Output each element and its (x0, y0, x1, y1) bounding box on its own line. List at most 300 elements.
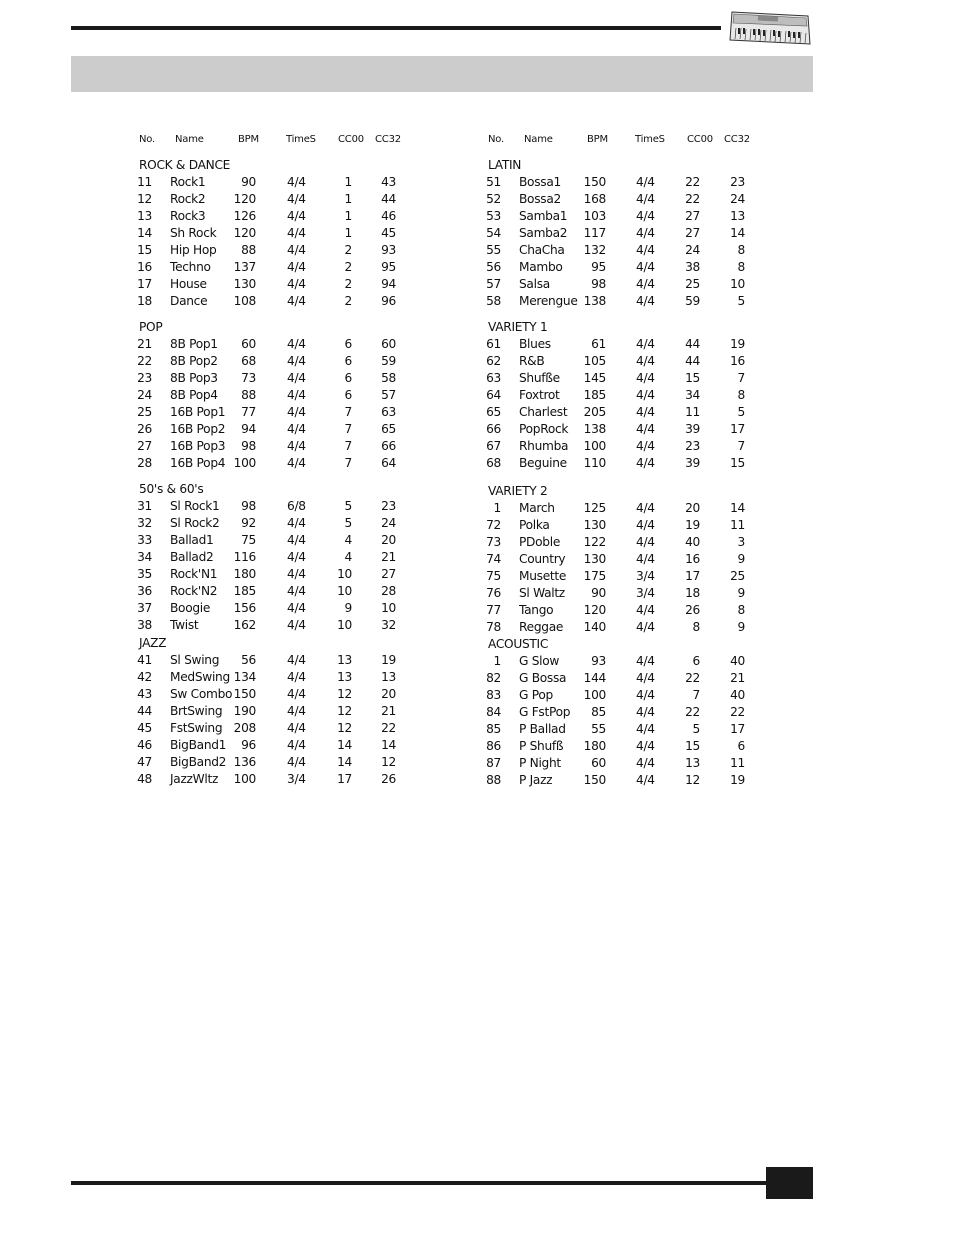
style-time-signature: 4/4 (287, 653, 306, 667)
style-cc00: 13 (337, 653, 352, 667)
style-cc00: 22 (685, 705, 700, 719)
style-time-signature: 4/4 (636, 294, 655, 308)
style-cc00: 44 (685, 354, 700, 368)
style-name: G Bossa (519, 671, 567, 685)
style-number: 55 (486, 243, 501, 257)
style-number: 63 (486, 371, 501, 385)
style-name: Bossa1 (519, 175, 561, 189)
style-number: 13 (137, 209, 152, 223)
style-cc32: 94 (381, 277, 396, 291)
style-cc00: 6 (344, 388, 352, 402)
style-cc00: 20 (685, 501, 700, 515)
column-header: Name (175, 134, 204, 145)
style-bpm: 117 (583, 226, 606, 240)
category-title: JAZZ (139, 636, 167, 650)
style-bpm: 92 (241, 516, 256, 530)
style-name: Shufße (519, 371, 560, 385)
style-cc00: 4 (344, 550, 352, 564)
style-number: 16 (137, 260, 152, 274)
style-cc00: 19 (685, 518, 700, 532)
style-cc32: 9 (737, 586, 745, 600)
style-number: 74 (486, 552, 501, 566)
category-title: LATIN (488, 158, 522, 172)
style-cc00: 59 (685, 294, 700, 308)
style-name: FstSwing (170, 721, 223, 735)
style-name: Rhumba (519, 439, 569, 453)
style-cc00: 27 (685, 226, 700, 240)
style-time-signature: 6/8 (287, 499, 306, 513)
style-cc32: 25 (730, 569, 745, 583)
style-cc00: 12 (337, 687, 352, 701)
style-time-signature: 4/4 (287, 422, 306, 436)
style-number: 73 (486, 535, 501, 549)
style-time-signature: 4/4 (636, 192, 655, 206)
style-cc32: 8 (737, 603, 745, 617)
style-name: PopRock (519, 422, 569, 436)
style-name: 16B Pop4 (170, 456, 226, 470)
column-header: BPM (587, 134, 608, 145)
style-name: Blues (519, 337, 551, 351)
style-time-signature: 4/4 (287, 354, 306, 368)
style-bpm: 138 (583, 422, 606, 436)
style-cc00: 1 (344, 175, 352, 189)
style-name: BigBand1 (170, 738, 227, 752)
style-number: 28 (137, 456, 152, 470)
style-number: 48 (137, 772, 152, 786)
style-number: 24 (137, 388, 152, 402)
style-time-signature: 4/4 (287, 439, 306, 453)
style-time-signature: 4/4 (287, 687, 306, 701)
style-cc32: 57 (381, 388, 396, 402)
style-bpm: 138 (583, 294, 606, 308)
style-time-signature: 4/4 (287, 388, 306, 402)
style-number: 45 (137, 721, 152, 735)
style-bpm: 88 (241, 243, 256, 257)
style-cc32: 9 (737, 552, 745, 566)
style-time-signature: 3/4 (636, 569, 655, 583)
style-number: 87 (486, 756, 501, 770)
style-bpm: 110 (583, 456, 606, 470)
style-name: Tango (519, 603, 554, 617)
style-time-signature: 4/4 (636, 226, 655, 240)
style-cc00: 44 (685, 337, 700, 351)
style-name: Salsa (519, 277, 550, 291)
style-cc00: 2 (344, 260, 352, 274)
style-time-signature: 4/4 (287, 738, 306, 752)
column-header: CC32 (375, 134, 401, 145)
style-cc00: 6 (692, 654, 700, 668)
style-cc00: 12 (337, 721, 352, 735)
style-cc00: 40 (685, 535, 700, 549)
style-cc00: 34 (685, 388, 700, 402)
style-cc32: 60 (381, 337, 396, 351)
style-bpm: 100 (583, 688, 606, 702)
style-number: 22 (137, 354, 152, 368)
style-name: Rock1 (170, 175, 206, 189)
style-name: 8B Pop3 (170, 371, 218, 385)
style-time-signature: 4/4 (636, 756, 655, 770)
style-time-signature: 4/4 (636, 705, 655, 719)
style-bpm: 150 (583, 175, 606, 189)
style-bpm: 205 (583, 405, 606, 419)
category-title: VARIETY 1 (488, 320, 548, 334)
style-number: 78 (486, 620, 501, 634)
style-cc32: 22 (381, 721, 396, 735)
style-bpm: 61 (591, 337, 606, 351)
style-cc32: 45 (381, 226, 396, 240)
style-bpm: 185 (583, 388, 606, 402)
style-cc32: 11 (730, 756, 745, 770)
style-cc32: 19 (381, 653, 396, 667)
style-time-signature: 4/4 (636, 260, 655, 274)
style-time-signature: 4/4 (636, 620, 655, 634)
style-name: Reggae (519, 620, 564, 634)
style-number: 26 (137, 422, 152, 436)
style-time-signature: 4/4 (287, 755, 306, 769)
style-time-signature: 4/4 (287, 175, 306, 189)
style-time-signature: 4/4 (636, 552, 655, 566)
style-number: 62 (486, 354, 501, 368)
style-time-signature: 4/4 (287, 550, 306, 564)
style-number: 11 (137, 175, 152, 189)
style-cc00: 2 (344, 243, 352, 257)
style-number: 15 (137, 243, 152, 257)
style-cc00: 10 (337, 584, 352, 598)
style-name: Boogie (170, 601, 211, 615)
style-number: 36 (137, 584, 152, 598)
style-name: P Shufß (519, 739, 564, 753)
style-cc00: 6 (344, 354, 352, 368)
style-time-signature: 4/4 (636, 671, 655, 685)
style-number: 38 (137, 618, 152, 632)
style-cc00: 4 (344, 533, 352, 547)
style-name: BigBand2 (170, 755, 227, 769)
style-time-signature: 4/4 (287, 721, 306, 735)
style-bpm: 168 (583, 192, 606, 206)
style-name: March (519, 501, 555, 515)
style-cc00: 39 (685, 456, 700, 470)
style-cc00: 13 (685, 756, 700, 770)
style-cc32: 96 (381, 294, 396, 308)
style-name: House (170, 277, 207, 291)
right-style-table (486, 134, 786, 794)
style-bpm: 90 (591, 586, 606, 600)
style-name: Mambo (519, 260, 563, 274)
style-time-signature: 4/4 (287, 337, 306, 351)
style-cc32: 7 (737, 371, 745, 385)
style-cc00: 39 (685, 422, 700, 436)
style-name: Sl Swing (170, 653, 220, 667)
style-bpm: 156 (233, 601, 256, 615)
style-name: Sw Combo (170, 687, 233, 701)
style-name: 8B Pop2 (170, 354, 218, 368)
style-time-signature: 4/4 (636, 739, 655, 753)
style-name: Charlest (519, 405, 568, 419)
style-bpm: 105 (583, 354, 606, 368)
style-time-signature: 3/4 (636, 586, 655, 600)
style-time-signature: 4/4 (636, 688, 655, 702)
style-number: 61 (486, 337, 501, 351)
style-cc32: 66 (381, 439, 396, 453)
style-number: 41 (137, 653, 152, 667)
style-name: Hip Hop (170, 243, 217, 257)
style-cc32: 16 (730, 354, 745, 368)
style-time-signature: 4/4 (287, 226, 306, 240)
style-name: R&B (519, 354, 545, 368)
category-title: ROCK & DANCE (139, 158, 231, 172)
style-name: Ballad1 (170, 533, 214, 547)
style-cc32: 21 (381, 704, 396, 718)
style-number: 23 (137, 371, 152, 385)
style-time-signature: 4/4 (636, 371, 655, 385)
style-number: 25 (137, 405, 152, 419)
style-bpm: 208 (233, 721, 256, 735)
style-cc00: 1 (344, 192, 352, 206)
style-name: Musette (519, 569, 567, 583)
style-time-signature: 4/4 (636, 603, 655, 617)
style-cc32: 20 (381, 533, 396, 547)
style-name: G FstPop (519, 705, 571, 719)
style-cc00: 6 (344, 371, 352, 385)
style-cc00: 16 (685, 552, 700, 566)
style-cc00: 38 (685, 260, 700, 274)
style-number: 21 (137, 337, 152, 351)
style-bpm: 98 (241, 439, 256, 453)
style-name: Samba2 (519, 226, 568, 240)
style-name: Foxtrot (519, 388, 560, 402)
style-cc00: 1 (344, 209, 352, 223)
style-time-signature: 3/4 (287, 772, 306, 786)
column-header: CC00 (687, 134, 713, 145)
style-cc00: 15 (685, 371, 700, 385)
style-bpm: 144 (583, 671, 606, 685)
style-name: Twist (170, 618, 199, 632)
style-cc32: 32 (381, 618, 396, 632)
style-cc32: 24 (730, 192, 745, 206)
category-title: 50's & 60's (139, 482, 204, 496)
style-number: 18 (137, 294, 152, 308)
style-cc00: 25 (685, 277, 700, 291)
style-number: 52 (486, 192, 501, 206)
style-name: Rock3 (170, 209, 206, 223)
style-time-signature: 4/4 (636, 277, 655, 291)
style-bpm: 134 (233, 670, 256, 684)
style-number: 58 (486, 294, 501, 308)
style-cc32: 24 (381, 516, 396, 530)
style-bpm: 77 (241, 405, 256, 419)
style-bpm: 98 (591, 277, 606, 291)
style-cc00: 7 (344, 456, 352, 470)
style-time-signature: 4/4 (287, 294, 306, 308)
style-cc32: 14 (381, 738, 396, 752)
style-cc32: 23 (730, 175, 745, 189)
style-number: 64 (486, 388, 501, 402)
style-bpm: 120 (233, 192, 256, 206)
style-name: Sl Waltz (519, 586, 565, 600)
style-name: Polka (519, 518, 550, 532)
style-name: Beguine (519, 456, 567, 470)
column-header: CC32 (724, 134, 750, 145)
style-cc32: 3 (737, 535, 745, 549)
style-cc32: 13 (381, 670, 396, 684)
style-cc32: 40 (730, 688, 745, 702)
style-name: Dance (170, 294, 208, 308)
style-bpm: 100 (233, 456, 256, 470)
style-name: Bossa2 (519, 192, 561, 206)
bottom-rule (71, 1181, 767, 1185)
style-cc00: 5 (692, 722, 700, 736)
style-cc32: 22 (730, 705, 745, 719)
style-bpm: 180 (583, 739, 606, 753)
page-number-block (766, 1167, 813, 1199)
style-number: 43 (137, 687, 152, 701)
style-cc00: 5 (344, 516, 352, 530)
style-bpm: 85 (591, 705, 606, 719)
style-bpm: 100 (233, 772, 256, 786)
style-cc32: 10 (381, 601, 396, 615)
style-name: Rock'N1 (170, 567, 218, 581)
style-number: 14 (137, 226, 152, 240)
style-number: 54 (486, 226, 501, 240)
style-cc32: 12 (381, 755, 396, 769)
style-cc32: 14 (730, 226, 745, 240)
style-bpm: 125 (583, 501, 606, 515)
style-number: 77 (486, 603, 501, 617)
style-bpm: 185 (233, 584, 256, 598)
style-number: 86 (486, 739, 501, 753)
style-cc00: 10 (337, 567, 352, 581)
column-header: No. (139, 134, 156, 145)
style-number: 65 (486, 405, 501, 419)
style-time-signature: 4/4 (287, 260, 306, 274)
style-cc00: 14 (337, 755, 352, 769)
style-bpm: 98 (241, 499, 256, 513)
style-cc32: 8 (737, 388, 745, 402)
style-bpm: 150 (583, 773, 606, 787)
style-number: 72 (486, 518, 501, 532)
style-time-signature: 4/4 (287, 567, 306, 581)
style-cc32: 65 (381, 422, 396, 436)
style-name: Sl Rock2 (170, 516, 220, 530)
style-cc00: 7 (344, 422, 352, 436)
style-cc32: 64 (381, 456, 396, 470)
style-bpm: 56 (241, 653, 256, 667)
style-name: JazzWltz (170, 772, 219, 786)
style-name: Sl Rock1 (170, 499, 220, 513)
style-bpm: 136 (233, 755, 256, 769)
style-number: 57 (486, 277, 501, 291)
style-name: 8B Pop4 (170, 388, 218, 402)
style-number: 31 (137, 499, 152, 513)
style-number: 75 (486, 569, 501, 583)
style-number: 32 (137, 516, 152, 530)
style-cc00: 12 (685, 773, 700, 787)
style-name: PDoble (519, 535, 561, 549)
style-name: Rock'N2 (170, 584, 218, 598)
style-number: 56 (486, 260, 501, 274)
style-bpm: 68 (241, 354, 256, 368)
style-time-signature: 4/4 (636, 518, 655, 532)
style-name: 16B Pop2 (170, 422, 226, 436)
style-number: 27 (137, 439, 152, 453)
style-name: G Slow (519, 654, 560, 668)
style-cc32: 8 (737, 243, 745, 257)
style-cc32: 63 (381, 405, 396, 419)
style-time-signature: 4/4 (287, 405, 306, 419)
style-cc32: 46 (381, 209, 396, 223)
style-time-signature: 4/4 (636, 209, 655, 223)
style-name: ChaCha (519, 243, 565, 257)
style-time-signature: 4/4 (636, 722, 655, 736)
style-cc32: 15 (730, 456, 745, 470)
style-time-signature: 4/4 (636, 422, 655, 436)
style-bpm: 116 (233, 550, 256, 564)
style-cc00: 22 (685, 175, 700, 189)
style-cc00: 2 (344, 294, 352, 308)
style-number: 1 (493, 501, 501, 515)
style-name: P Jazz (519, 773, 553, 787)
style-name: Rock2 (170, 192, 206, 206)
style-time-signature: 4/4 (287, 456, 306, 470)
style-cc32: 14 (730, 501, 745, 515)
style-cc00: 27 (685, 209, 700, 223)
style-cc00: 11 (685, 405, 700, 419)
style-name: 16B Pop1 (170, 405, 226, 419)
style-cc32: 11 (730, 518, 745, 532)
style-time-signature: 4/4 (636, 535, 655, 549)
style-cc32: 40 (730, 654, 745, 668)
style-cc32: 5 (737, 294, 745, 308)
style-number: 82 (486, 671, 501, 685)
style-cc00: 7 (344, 439, 352, 453)
style-name: P Night (519, 756, 561, 770)
style-number: 88 (486, 773, 501, 787)
style-bpm: 140 (583, 620, 606, 634)
style-cc00: 18 (685, 586, 700, 600)
style-bpm: 60 (591, 756, 606, 770)
style-time-signature: 4/4 (636, 439, 655, 453)
style-time-signature: 4/4 (287, 192, 306, 206)
style-cc00: 7 (344, 405, 352, 419)
style-number: 51 (486, 175, 501, 189)
style-cc32: 95 (381, 260, 396, 274)
style-cc00: 2 (344, 277, 352, 291)
style-number: 84 (486, 705, 501, 719)
style-number: 37 (137, 601, 152, 615)
style-cc32: 44 (381, 192, 396, 206)
style-number: 47 (137, 755, 152, 769)
style-number: 83 (486, 688, 501, 702)
style-name: 16B Pop3 (170, 439, 226, 453)
style-cc32: 28 (381, 584, 396, 598)
style-name: P Ballad (519, 722, 566, 736)
column-header: BPM (238, 134, 259, 145)
style-bpm: 96 (241, 738, 256, 752)
style-cc00: 14 (337, 738, 352, 752)
style-number: 34 (137, 550, 152, 564)
style-cc00: 17 (337, 772, 352, 786)
style-cc32: 27 (381, 567, 396, 581)
style-number: 53 (486, 209, 501, 223)
style-time-signature: 4/4 (636, 405, 655, 419)
style-name: Samba1 (519, 209, 568, 223)
style-bpm: 94 (241, 422, 256, 436)
style-time-signature: 4/4 (636, 456, 655, 470)
style-bpm: 122 (583, 535, 606, 549)
style-time-signature: 4/4 (636, 243, 655, 257)
style-time-signature: 4/4 (287, 704, 306, 718)
style-cc32: 8 (737, 260, 745, 274)
